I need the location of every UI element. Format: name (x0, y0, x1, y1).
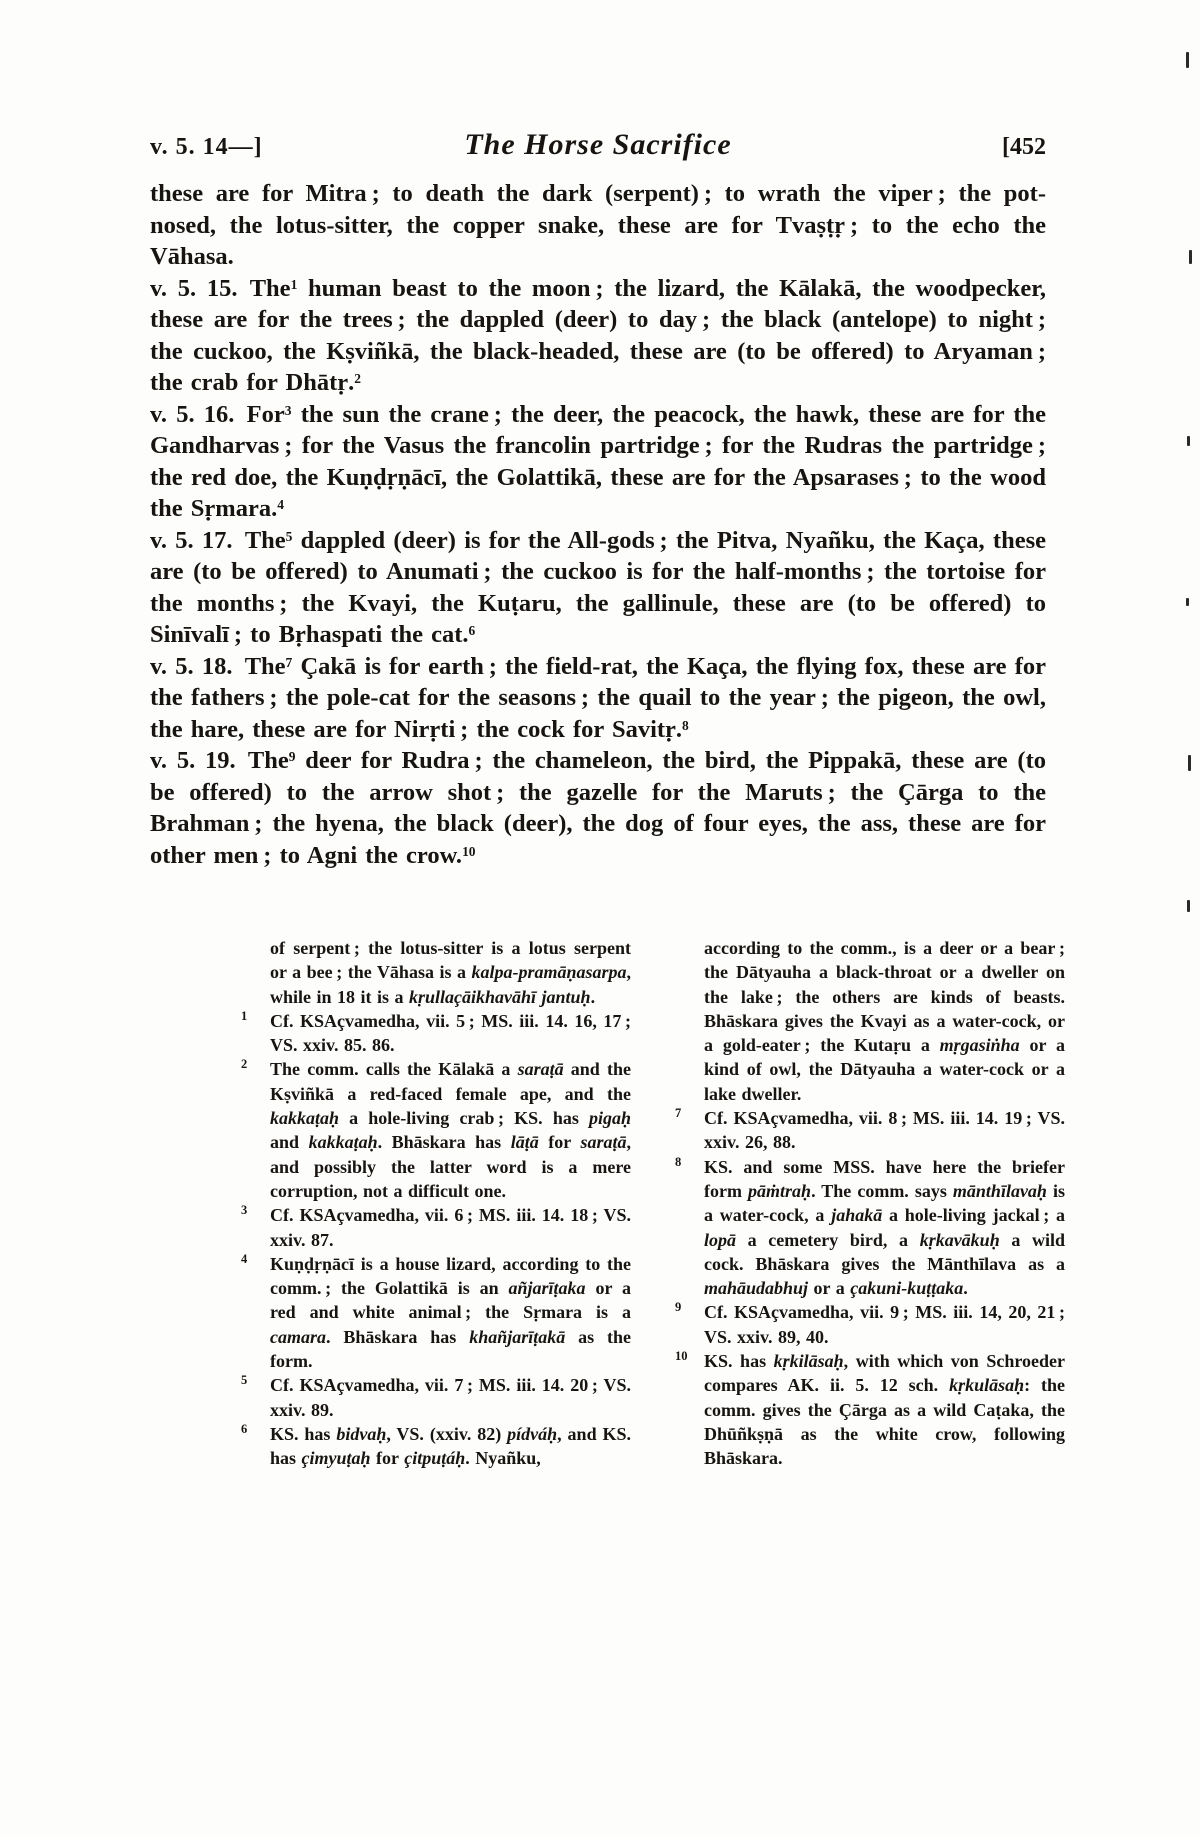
footnote-number: 5 (241, 1373, 248, 1388)
verse-number: v. 5. 18. (150, 652, 245, 680)
footnote-continuation: according to the comm., is a deer or a bear ; the Dātyauha a black-throat or a dweller on the lake ; the others are kinds of beasts. Bhāskara gives the Kvayi as a water-cock, or a gold-eater ; the Kutaṛu a mṛgasiṅha or a kind of owl, the Dātyauha a water-cock or a lake dweller. (704, 938, 1065, 1104)
scan-artifact (1187, 900, 1190, 912)
footnote: 2 The comm. calls the Kālakā a saraṭā and the Kṣviñkā a red-faced female ape, and the kakkaṭaḥ a hole-living crab ; KS. has pigaḥ and kakkaṭaḥ. Bhāskara has lāṭā for saraṭā, and possibly the latter word is a mere corruption, not a difficult one. (241, 1057, 631, 1201)
body-paragraph: v. 5. 19. The$^9$ deer for Rudra ; the chameleon, the bird, the Pippakā, these are (to be offered) to the arrow shot ; the gazelle for the Maruts ; the Çārga to the Brahman ; the hyena, the black (deer), the dog of four eyes, the ass, these are for other men ; to Agni the crow.$^{10}$ (150, 747, 1046, 869)
footnotes-right (667, 936, 1065, 1471)
page-title: The Horse Sacrifice (464, 128, 732, 161)
footnote: 8 KS. and some MSS. have here the briefer form pāṁtraḥ. The comm. says mānthīlavaḥ is a water-cock, a jahakā a hole-living jackal ; a lopā a cemetery bird, a kṛkavākuḥ a wild cock. Bhāskara gives the Mānthīlava as a mahāudabhuj or a çakuni-kuṭṭaka. (675, 1154, 1066, 1299)
italic-term: kṛkulāsaḥ (949, 1375, 1025, 1396)
footnote-marker: 7 (285, 654, 293, 670)
footnote-number: 10 (675, 1349, 688, 1364)
italic-term: kṛkavākuḥ (919, 1229, 1000, 1250)
italic-term: mṛgasiṅha (939, 1035, 1020, 1056)
footnote-marker: 10 (462, 843, 476, 859)
footnote-marker: 1 (290, 276, 298, 292)
footnote-continuation: of serpent ; the lotus-sitter is a lotus serpent or a bee ; the Vāhasa is a kalpa-pramāṇasarpa, while in 18 it is a kṛullaçāikhavāhī jantuḥ. (270, 938, 631, 1007)
footnote: 3 Cf. KSAçvamedha, vii. 6 ; MS. iii. 14. 18 ; VS. xxiv. 87. (241, 1203, 631, 1250)
footnote-marker: 6 (468, 623, 476, 639)
footnote: 5 Cf. KSAçvamedha, vii. 7 ; MS. iii. 14. 20 ; VS. xxiv. 89. (241, 1373, 631, 1420)
italic-term: jahakā (831, 1205, 883, 1226)
verse-number: v. 5. 15. (150, 274, 250, 302)
italic-term: kakkaṭaḥ (308, 1132, 378, 1153)
italic-term: saraṭā (517, 1059, 564, 1080)
footnote-marker: 9 (288, 749, 296, 765)
italic-term: kalpa-pramāṇasarpa (471, 962, 627, 983)
italic-term: lāṭā (510, 1132, 539, 1153)
italic-term: pídváḥ (507, 1423, 558, 1444)
footnote: 1 Cf. KSAçvamedha, vii. 5 ; MS. iii. 14. 16, 17 ; VS. xxiv. 85. 86. (241, 1008, 631, 1056)
footnote-marker: 3 (284, 402, 292, 418)
body-paragraph: v. 5. 16. For$^3$ the sun the crane ; the deer, the peacock, the hawk, these are for the Gandharvas ; for the Vasus the francolin partridge ; for the Rudras the partridge ; the red doe, the Kuṇḍṛṇācī, the Golattikā, these are for the Apsarases ; to the wood the Sṛmara.$^4$ (150, 400, 1046, 522)
italic-term: çitpuṭáḥ (404, 1448, 466, 1469)
italic-term: kṛkilāsaḥ (773, 1351, 844, 1372)
footnote-number: 3 (241, 1203, 248, 1218)
verse-number: v. 5. 19. (150, 747, 248, 774)
footnote: 9 Cf. KSAçvamedha, vii. 9 ; MS. iii. 14, 20, 21 ; VS. xxiv. 89, 40. (675, 1300, 1065, 1347)
body-paragraph: these are for Mitra ; to death the dark (serpent) ; to wrath the viper ; the pot-nosed, the lotus-sitter, the copper snake, these are for Tvaṣṭṛ ; to the echo the Vāhasa. (150, 180, 1046, 270)
page-number: [452 (1002, 134, 1046, 160)
footnote-number: 9 (675, 1300, 682, 1315)
footnote-marker: 2 (354, 371, 361, 387)
italic-term: pāṁtraḥ (748, 1180, 812, 1201)
footnote: 6 KS. has bidvaḥ, VS. (xxiv. 82) pídváḥ, and KS. has çimyuṭaḥ for çitpuṭáḥ. Nyañku, (241, 1421, 631, 1469)
italic-term: çimyuṭaḥ (301, 1448, 371, 1469)
footnote-number: 8 (675, 1154, 682, 1169)
footnote-number: 6 (241, 1421, 248, 1436)
page-header (150, 128, 1046, 162)
italic-term: añjarīṭaka (508, 1278, 586, 1299)
scan-artifact (1186, 598, 1189, 606)
body-text (150, 178, 1046, 871)
verse-number: v. 5. 16. (150, 400, 247, 428)
verse-range-label: v. 5. 14—] (150, 134, 263, 160)
footnote-marker: 8 (682, 717, 689, 733)
footnotes-left (233, 936, 631, 1471)
footnote-number: 2 (241, 1057, 248, 1072)
italic-term: mānthīlavaḥ (952, 1180, 1047, 1201)
italic-term: saraṭā (580, 1132, 627, 1153)
scan-artifact (1189, 250, 1192, 264)
footnote: 7 Cf. KSAçvamedha, vii. 8 ; MS. iii. 14. 19 ; VS. xxiv. 26, 88. (675, 1106, 1065, 1153)
footnotes-section (233, 936, 1065, 1471)
italic-term: çakuni-kuṭṭaka (850, 1278, 964, 1299)
italic-term: mahāudabhuj (704, 1278, 809, 1299)
italic-term: kṛullaçāikhavāhī jantuḥ (409, 986, 591, 1007)
body-paragraph: v. 5. 18. The$^7$ Çakā is for earth ; the field-rat, the Kaça, the flying fox, these are for the fathers ; the pole-cat for the seasons ; the quail to the year ; the pigeon, the owl, the hare, these are for Nirṛti ; the cock for Savitṛ.$^8$ (150, 652, 1046, 743)
body-paragraph: v. 5. 17. The$^5$ dappled (deer) is for the All-gods ; the Pitva, Nyañku, the Kaça, these are (to be offered) to Anumati ; the cuckoo is for the half-months ; the tortoise for the months ; the Kvayi, the Kuṭaru, the gallinule, these are (to be offered) to Sinīvalī ; to Bṛhaspati the cat.$^6$ (150, 526, 1046, 648)
scan-artifact (1188, 755, 1191, 771)
footnote-number: 7 (675, 1106, 682, 1121)
footnote-number: 4 (241, 1251, 248, 1266)
footnote-number: 1 (241, 1008, 248, 1023)
italic-term: bidvaḥ (336, 1423, 387, 1444)
italic-term: pigaḥ (588, 1108, 631, 1129)
italic-term: camara (270, 1326, 326, 1347)
footnote-marker: 4 (277, 497, 284, 513)
scan-artifact (1186, 52, 1189, 68)
footnote: 10 KS. has kṛkilāsaḥ, with which von Schroeder compares AK. ii. 5. 12 sch. kṛkulāsaḥ: the comm. gives the Çārga as a wild Caṭaka, the Dhūñkṣṇā as the white crow, following Bhāskara. (675, 1349, 1066, 1469)
italic-term: kakkaṭaḥ (270, 1108, 340, 1129)
footnote: 4 Kuṇḍṛṇācī is a house lizard, according to the comm. ; the Golattikā is an añjarīṭaka or a red and white animal ; the Sṛmara is a camara. Bhāskara has khañjarīṭakā as the form. (241, 1251, 632, 1372)
italic-term: lopā (704, 1229, 737, 1250)
verse-number: v. 5. 17. (150, 526, 245, 554)
body-paragraph: v. 5. 15. The$^1$ human beast to the moon ; the lizard, the Kālakā, the woodpecker, these are for the trees ; the dappled (deer) to day ; the black (antelope) to night ; the cuckoo, the Kṣviñkā, the black-headed, these are (to be offered) to Aryaman ; the crab for Dhātṛ.$^2$ (150, 274, 1046, 396)
footnote-marker: 5 (285, 528, 293, 544)
italic-term: khañjarīṭakā (469, 1326, 566, 1347)
scan-artifact (1187, 436, 1190, 446)
